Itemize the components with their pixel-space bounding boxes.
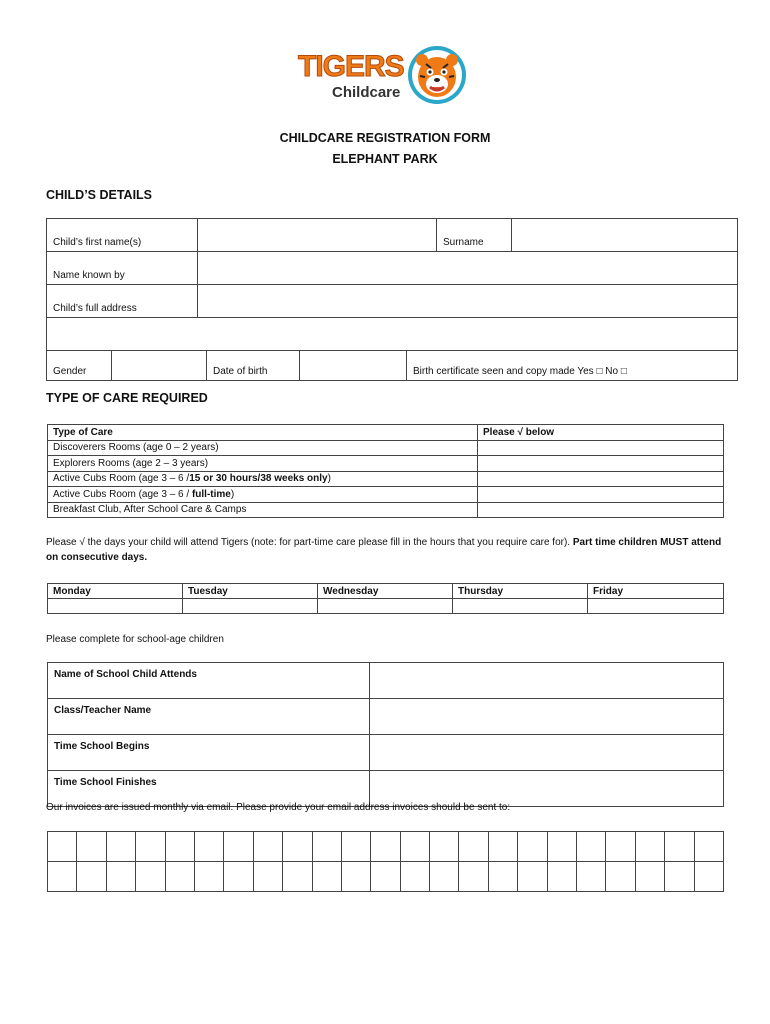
school-name-field[interactable]: [370, 663, 724, 699]
email-char-box[interactable]: [577, 832, 606, 862]
day-wednesday-cell[interactable]: [318, 599, 453, 614]
surname-label: Surname: [437, 219, 512, 252]
care-col-type: Type of Care: [48, 425, 478, 441]
email-char-box[interactable]: [371, 862, 400, 892]
logo-sub: Childcare: [332, 84, 401, 101]
email-char-box[interactable]: [459, 862, 488, 892]
email-char-box[interactable]: [165, 832, 194, 862]
school-begins-label: Time School Begins: [48, 735, 370, 771]
first-name-label: Child’s first name(s): [47, 219, 198, 252]
email-char-box[interactable]: [635, 832, 664, 862]
email-char-box[interactable]: [488, 862, 517, 892]
day-monday-cell[interactable]: [48, 599, 183, 614]
email-char-box[interactable]: [694, 862, 723, 892]
email-grid-row: [48, 862, 724, 892]
class-teacher-field[interactable]: [370, 699, 724, 735]
care-tick-cell[interactable]: [478, 440, 724, 456]
care-tick-cell[interactable]: [478, 471, 724, 487]
email-char-box[interactable]: [312, 832, 341, 862]
email-char-box[interactable]: [547, 832, 576, 862]
form-subtitle: ELEPHANT PARK: [332, 152, 438, 166]
email-char-box[interactable]: [136, 862, 165, 892]
email-char-box[interactable]: [518, 832, 547, 862]
gender-label: Gender: [47, 351, 112, 380]
address-field[interactable]: [198, 285, 738, 318]
address-field-2[interactable]: [47, 318, 738, 351]
email-char-box[interactable]: [341, 832, 370, 862]
day-monday: Monday: [48, 584, 183, 599]
email-char-box[interactable]: [665, 862, 694, 892]
email-char-box[interactable]: [77, 862, 106, 892]
email-grid-row: [48, 832, 724, 862]
day-wednesday: Wednesday: [318, 584, 453, 599]
email-char-box[interactable]: [165, 862, 194, 892]
email-char-box[interactable]: [283, 862, 312, 892]
email-char-box[interactable]: [430, 862, 459, 892]
email-char-box[interactable]: [400, 862, 429, 892]
dob-field[interactable]: [300, 351, 407, 380]
days-table: [47, 583, 724, 614]
school-finishes-label: Time School Finishes: [48, 771, 370, 807]
childs-details-heading: CHILD’S DETAILS: [46, 188, 153, 202]
email-char-box[interactable]: [606, 832, 635, 862]
email-char-box[interactable]: [459, 832, 488, 862]
care-row: Breakfast Club, After School Care & Camps: [48, 502, 478, 518]
care-row: Active Cubs Room (age 3 – 6 /15 or 30 hours/38 weeks only): [48, 471, 478, 487]
school-begins-field[interactable]: [370, 735, 724, 771]
email-char-box[interactable]: [577, 862, 606, 892]
school-table: [47, 662, 724, 807]
email-char-box[interactable]: [341, 862, 370, 892]
care-row: Active Cubs Room (age 3 – 6 / full-time): [48, 487, 478, 503]
class-teacher-label: Class/Teacher Name: [48, 699, 370, 735]
tigers-logo: [296, 44, 476, 110]
day-tuesday-cell[interactable]: [183, 599, 318, 614]
school-name-label: Name of School Child Attends: [48, 663, 370, 699]
email-char-box[interactable]: [77, 832, 106, 862]
days-intro: Please √ the days your child will attend Tigers (note: for part-time care please fill in the hours that you require care for). Part time children MUST attend on consecutive days.: [46, 537, 722, 563]
childs-details-table: [46, 218, 738, 381]
surname-field[interactable]: [512, 219, 738, 252]
tiger-face-icon: [406, 44, 468, 106]
birth-cert-label: Birth certificate seen and copy made Yes □ No □: [413, 366, 627, 377]
email-char-box[interactable]: [547, 862, 576, 892]
email-char-box[interactable]: [48, 832, 77, 862]
known-by-label: Name known by: [47, 252, 198, 285]
email-char-box[interactable]: [136, 832, 165, 862]
email-char-box[interactable]: [312, 862, 341, 892]
email-char-box[interactable]: [253, 862, 282, 892]
email-char-box[interactable]: [371, 832, 400, 862]
care-heading: TYPE OF CARE REQUIRED: [46, 391, 208, 405]
email-char-box[interactable]: [48, 862, 77, 892]
first-name-field[interactable]: [198, 219, 437, 252]
day-friday-cell[interactable]: [588, 599, 724, 614]
email-char-box[interactable]: [606, 862, 635, 892]
email-char-box[interactable]: [106, 832, 135, 862]
care-table: [47, 424, 724, 518]
email-char-box[interactable]: [194, 862, 223, 892]
email-char-box[interactable]: [106, 862, 135, 892]
email-char-box[interactable]: [635, 862, 664, 892]
email-grid: [47, 831, 724, 892]
email-char-box[interactable]: [224, 832, 253, 862]
logo-word: TIGERS: [298, 50, 404, 83]
care-tick-cell[interactable]: [478, 456, 724, 472]
gender-field[interactable]: [112, 351, 207, 380]
form-title: CHILDCARE REGISTRATION FORM: [279, 131, 491, 145]
day-thursday: Thursday: [453, 584, 588, 599]
email-char-box[interactable]: [283, 832, 312, 862]
email-intro: Our invoices are issued monthly via email. Please provide your email address invoices should be sent to:: [46, 802, 511, 813]
email-char-box[interactable]: [665, 832, 694, 862]
email-char-box[interactable]: [518, 862, 547, 892]
day-thursday-cell[interactable]: [453, 599, 588, 614]
day-friday: Friday: [588, 584, 724, 599]
email-char-box[interactable]: [430, 832, 459, 862]
known-by-field[interactable]: [198, 252, 738, 285]
email-char-box[interactable]: [224, 862, 253, 892]
dob-label: Date of birth: [207, 351, 300, 380]
day-tuesday: Tuesday: [183, 584, 318, 599]
address-label: Child’s full address: [47, 285, 198, 318]
care-col-tick: Please √ below: [478, 425, 724, 441]
email-char-box[interactable]: [400, 832, 429, 862]
school-intro: Please complete for school-age children: [46, 634, 224, 645]
care-tick-cell[interactable]: [478, 502, 724, 518]
email-char-box[interactable]: [253, 832, 282, 862]
care-row: Explorers Rooms (age 2 – 3 years): [48, 456, 478, 472]
care-row: Discoverers Rooms (age 0 – 2 years): [48, 440, 478, 456]
email-char-box[interactable]: [694, 832, 723, 862]
email-char-box[interactable]: [194, 832, 223, 862]
email-char-box[interactable]: [488, 832, 517, 862]
care-tick-cell[interactable]: [478, 487, 724, 503]
